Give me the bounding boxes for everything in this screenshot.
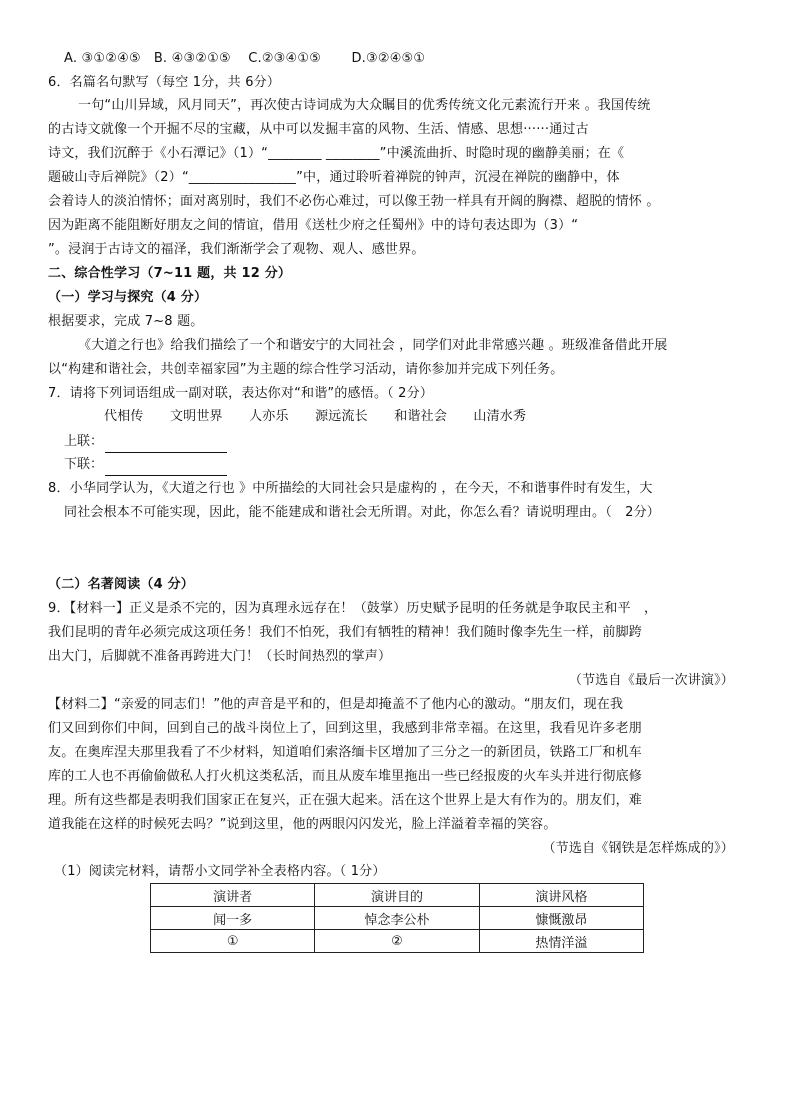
material-two-line: 库的工人也不再偷偷做私人打火机这类私活，而且从废车堆里拖出一些已经报废的火车头并进行彻底修 [48,769,643,784]
option-d: D.③②④⑤① [351,51,426,66]
q6-title: 6．名篇名句默写（每空 1分，共 6分） [48,75,281,90]
q8-question: 8．小华同学认为，《大道之行也 》中所描绘的大同社会只是虚构的 ，在今天，不和谐事件时有发生，大 [48,481,653,496]
word: 源远流长 [315,409,368,424]
table-cell-answer[interactable]: ① [151,930,315,953]
intro-line: 《大道之行也》给我们描绘了一个和谐安宁的大同社会 ，同学们对此非常感兴趣 。班级准备借此开展 [78,338,668,353]
option-c: C.②③④①⑤ [248,51,322,66]
table-header: 演讲目的 [315,884,479,907]
table-row [151,907,644,930]
word: 和谐社会 [394,409,448,424]
q6-paragraph-line: ”。浸润于古诗文的福泽，我们渐渐学会了观物、观人、感世界。 [48,242,425,257]
table-header: 演讲风格 [479,884,643,907]
lower-couplet-field[interactable] [64,453,227,476]
section-title: 二、综合性学习（7~11 题，共 12 分） [48,266,292,281]
q6-paragraph-line: 一句“山川异域，风月同天”，再次使古诗词成为大众瞩目的优秀传统文化元素流行开来 。我国传统 [78,98,651,113]
instruction: 根据要求，完成 7~8 题。 [48,314,204,329]
option-a: A. ③①②④⑤ [64,51,141,66]
material-two-line: 们又回到你们中间，回到自己的战斗岗位上了，回到这里，我感到非常幸福。在这里，我看见许多老朋 [48,721,643,736]
upper-couplet-field[interactable] [64,430,227,453]
word: 文明世界 [169,409,223,424]
table-row [151,930,644,953]
word: 人亦乐 [249,409,289,424]
lower-couplet-label: 下联： [64,457,104,472]
source-note: （节选自《钢铁是怎样炼成的》） [542,841,734,856]
q6-paragraph-line: 的古诗文就像一个开掘不尽的宝藏，从中可以发掘丰富的风物、生活、情感、思想······通过古 [48,122,589,137]
subsection-title: （二）名著阅读（4 分） [48,577,194,592]
material-two-line: 道我能在这样的时候死去吗？”说到这里，他的两眼闪闪发光，脸上洋溢着幸福的笑容。 [48,817,557,832]
intro-line: 以“构建和谐社会，共创幸福家园”为主题的综合性学习活动，请你参加并完成下列任务。 [48,362,564,377]
answer-blank[interactable] [105,459,227,476]
material-two-line: 理。所有这些都是表明我们国家正在复兴，正在强大起来。活在这个世界上是大有作为的。朋友们，难 [48,793,643,808]
word: 代相传 [104,409,144,424]
table-cell-answer[interactable]: ② [315,930,479,953]
material-one-line: 我们昆明的青年必须完成这项任务！我们不怕死，我们有牺牲的精神！我们随时像李先生一样，前脚跨 [48,625,643,640]
word: 山清水秀 [473,409,527,424]
option-b: B. ④③②①⑤ [153,51,231,66]
table-header-row [151,884,644,907]
upper-couplet-label: 上联： [64,434,104,449]
source-note: （节选自《最后一次讲演》） [568,673,734,688]
subsection-title: （一）学习与探究（4 分） [48,290,208,305]
table-cell: 慷慨激昂 [479,907,643,930]
answer-blank[interactable] [105,436,227,453]
q6-paragraph-line: 会着诗人的淡泊情怀；面对离别时，我们不必伤心难过，可以像王勃一样具有开阔的胸襟、超脱的情怀 。 [48,194,660,209]
material-two-line: 【材料二】“亲爱的同志们！”他的声音是平和的，但是却掩盖不了他内心的激动。“朋友们，现在我 [48,697,624,712]
q6-paragraph-line: 诗文，我们沉醉于《小石潭记》（1）“________ ________”中溪流曲折、时隐时现的幽静美丽；在《 [48,146,625,161]
material-one-line: 9．【材料一】正义是杀不完的，因为真理永远存在！（鼓掌）历史赋予昆明的任务就是争取民主和平 ， [48,601,658,616]
q7-question: 7．请将下列词语组成一副对联，表达你对“和谐”的感悟。（ 2分） [48,386,434,401]
material-two-line: 友。在奥库涅夫那里我看了不少材料，知道咱们索洛缅卡区增加了三分之一的新团员，铁路工厂和机车 [48,745,643,760]
table-cell: 闻一多 [151,907,315,930]
q8-question: 同社会根本不可能实现，因此，能不能建成和谐社会无所谓。对此，你怎么看？请说明理由。（ 2分） [64,505,660,520]
sub-question: （1）阅读完材料，请帮小文同学补全表格内容。（ 1分） [54,864,386,879]
q6-paragraph-line: 题破山寺后禅院》（2）“________________”中，通过聆听着禅院的钟声，沉浸在禅院的幽静中，体 [48,170,620,185]
material-one-line: 出大门，后脚就不准备再跨进大门！（长时间热烈的掌声） [48,649,392,664]
table-cell: 热情洋溢 [479,930,643,953]
q6-paragraph-line: 因为距离不能阻断好朋友之间的情谊，借用《送杜少府之任蜀州》中的诗句表达即为（3）“ [48,218,579,233]
word-list [104,405,793,428]
speech-table [150,883,644,953]
table-cell: 悼念李公朴 [315,907,479,930]
q5-options [64,47,764,70]
table-header: 演讲者 [151,884,315,907]
